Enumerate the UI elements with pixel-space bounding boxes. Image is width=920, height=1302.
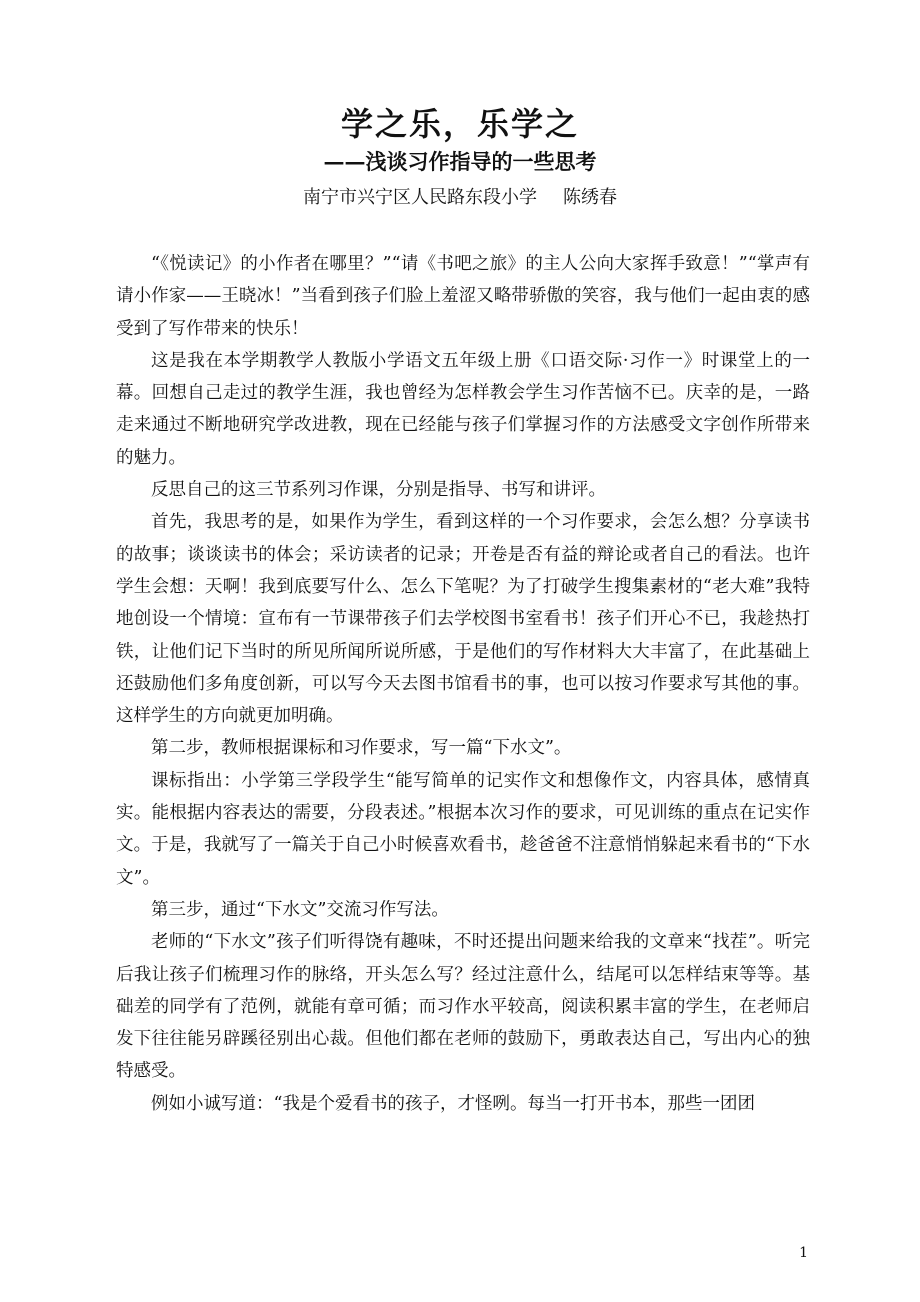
page-title: 学之乐，乐学之 xyxy=(340,105,579,143)
article-body xyxy=(116,248,810,1120)
paragraph: 第二步，教师根据课标和习作要求，写一篇“下水文”。 xyxy=(151,738,572,759)
paragraph: 第三步，通过“下水文”交流习作写法。 xyxy=(151,899,449,920)
paragraph: 例如小诚写道：“我是个爱看书的孩子，才怪咧。每当一打开书本，那些一团团 xyxy=(151,1093,755,1114)
paragraph: 反思自己的这三节系列习作课，分别是指导、书写和讲评。 xyxy=(151,480,606,501)
paragraph: 老师的“下水文”孩子们听得饶有趣味，不时还提出问题来给我的文章来“找茬”。听完后我让孩子们梳理习作的脉络，开头怎么写？经过注意什么，结尾可以怎样结束等等。基础差的同学有了范例，就能有章可循；而习作水平较高，阅读积累丰富的学生，在老师启发下往往能另辟蹊径别出心裁。但他们都在老师的鼓励下，勇敢表达自己，写出内心的独特感受。 xyxy=(116,932,810,1082)
author-line xyxy=(0,185,920,211)
author-name: 陈绣春 xyxy=(563,187,617,208)
paragraph: 首先，我思考的是，如果作为学生，看到这样的一个习作要求，会怎么想？分享读书的故事；谈谈读书的体会；采访读者的记录；开卷是否有益的辩论或者自己的看法。也许学生会想：天啊！我到底要写什么、怎么下笔呢？为了打破学生搜集素材的“老大难”我特地创设一个情境：宣布有一节课带孩子们去学校图书室看书！孩子们开心不已，我趁热打铁，让他们记下当时的所见所闻所说所感，于是他们的写作材料大大丰富了，在此基础上还鼓励他们多角度创新，可以写今天去图书馆看书的事，也可以按习作要求写其他的事。这样学生的方向就更加明确。 xyxy=(116,512,810,727)
page-subtitle: ——浅谈习作指导的一些思考 xyxy=(323,149,597,174)
paragraph: “《悦读记》的小作者在哪里？”“请《书吧之旅》的主人公向大家挥手致意！”“掌声有请小作家——王晓冰！”当看到孩子们脸上羞涩又略带骄傲的笑容，我与他们一起由衷的感受到了写作带来的快乐！ xyxy=(116,254,810,339)
paragraph: 这是我在本学期教学人教版小学语文五年级上册《口语交际·习作一》时课堂上的一幕。回想自己走过的教学生涯，我也曾经为怎样教会学生习作苦恼不已。庆幸的是，一路走来通过不断地研究学改进教，现在已经能与孩子们掌握习作的方法感受文字创作所带来的魅力。 xyxy=(116,350,810,468)
paragraph: 课标指出：小学第三学段学生“能写简单的记实作文和想像作文，内容具体，感情真实。能根据内容表达的需要，分段表述。”根据本次习作的要求，可见训练的重点在记实作文。于是，我就写了一篇关于自己小时候喜欢看书，趁爸爸不注意悄悄躲起来看书的“下水文”。 xyxy=(116,770,810,888)
page-number: 1 xyxy=(799,1245,808,1261)
school-name: 南宁市兴宁区人民路东段小学 xyxy=(303,187,537,208)
